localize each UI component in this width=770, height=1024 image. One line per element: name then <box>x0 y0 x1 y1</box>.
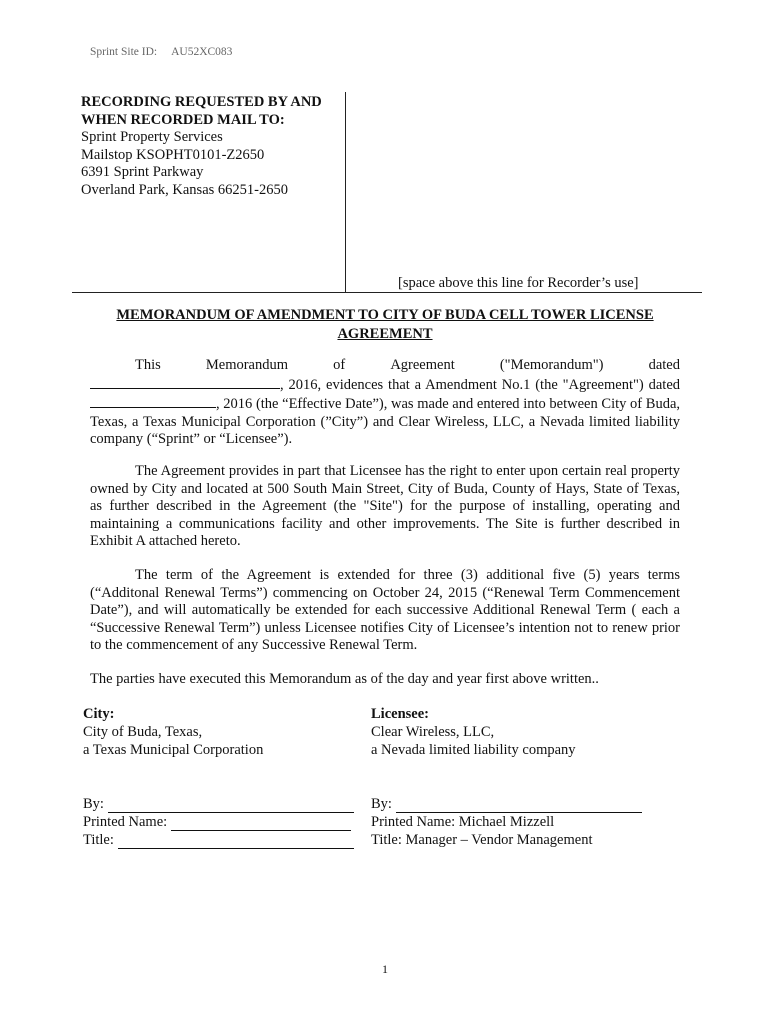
city-heading: City: <box>83 706 115 722</box>
p1-first-line <box>90 357 680 375</box>
recording-block <box>81 94 343 199</box>
city-title-row <box>83 831 363 849</box>
p1-word: Memorandum <box>205 357 289 373</box>
sprint-site-id <box>90 46 232 58</box>
p1-word: This <box>135 357 161 373</box>
city-line2: a Texas Municipal Corporation <box>83 742 264 758</box>
p3-text: The term of the Agreement is extended for three (3) additional five (5) years terms (“Additonal Renewal Terms”) commencing on October 24, 2015 (“Renewal Term Commencement Date”), and will automatically be extended for each successive Additional Renewal Term ( each a “Successive Renewal Term”) unless Licensee notifies City of Licensee’s intention not to renew prior to the commencement of any Successive Renewal Term. <box>90 567 680 653</box>
city-party-block <box>83 705 353 759</box>
paragraph-term <box>90 567 680 655</box>
licensee-signature-block <box>371 795 691 849</box>
recording-heading-line1: RECORDING REQUESTED BY AND <box>81 94 322 110</box>
p2-text: The Agreement provides in part that Licensee has the right to enter upon certain real property owned by City and located at 500 South Main Street, City of Buda, County of Hays, State of Texas, as further described in the Agreement (the "Site") for the purpose of installing, operating and maintaining a communications facility and other improvements. The Site is further described in Exhibit A attached hereto. <box>90 463 680 549</box>
recorder-horizontal-divider <box>72 292 702 293</box>
p1-word: dated <box>648 357 680 373</box>
title-line2: AGREEMENT <box>337 326 433 342</box>
city-signature-block <box>83 795 363 849</box>
date-blank-1 <box>90 375 280 389</box>
city-by-label: By: <box>83 796 104 812</box>
licensee-by-row <box>371 795 691 813</box>
city-by-row <box>83 795 363 813</box>
licensee-line2: a Nevada limited liability company <box>371 742 576 758</box>
licensee-line1: Clear Wireless, LLC, <box>371 724 495 740</box>
address-line1: Sprint Property Services <box>81 129 223 145</box>
p4-text: The parties have executed this Memorandum as of the day and year first above written.. <box>90 671 599 687</box>
page-number: 1 <box>382 962 388 976</box>
city-by-blank[interactable] <box>108 798 354 813</box>
p1-word: ("Memorandum") <box>499 357 604 373</box>
licensee-party-block <box>371 705 701 759</box>
city-printed-name-row <box>83 813 363 831</box>
title-line1: MEMORANDUM OF AMENDMENT TO CITY OF BUDA CELL TOWER LICENSE <box>116 307 654 323</box>
document-title <box>90 306 680 344</box>
date-blank-2 <box>90 394 216 408</box>
paragraph-memorandum <box>90 357 680 449</box>
city-title-label: Title: <box>83 832 114 848</box>
paragraph-executed <box>90 671 680 689</box>
licensee-heading: Licensee: <box>371 706 429 722</box>
p1-mid-text: , 2016, evidences that a Amendment No.1 (the "Agreement") dated <box>280 376 680 393</box>
licensee-by-label: By: <box>371 796 392 812</box>
recorder-note: [space above this line for Recorder’s use] <box>398 275 639 291</box>
city-printed-name-blank[interactable] <box>171 816 351 831</box>
p1-word: of <box>333 357 346 373</box>
recorder-vertical-divider <box>345 92 346 292</box>
address-line4: Overland Park, Kansas 66251-2650 <box>81 181 288 198</box>
licensee-by-blank[interactable] <box>396 798 642 813</box>
city-title-blank[interactable] <box>118 834 354 849</box>
address-line2: Mailstop KSOPHT0101-Z2650 <box>81 146 265 163</box>
p1-end-text: , 2016 (the “Effective Date”), was made and entered into between City of Buda, Texas, a Texas Municipal Corporation (”City”) and Clear Wireless, LLC, a Nevada limited liability company (“Sprint” or “Licensee”). <box>90 396 680 447</box>
licensee-printed-name: Printed Name: Michael Mizzell <box>371 814 555 830</box>
address-line3: 6391 Sprint Parkway <box>81 164 204 180</box>
city-printed-name-label: Printed Name: <box>83 814 168 830</box>
licensee-title: Title: Manager – Vendor Management <box>371 832 593 848</box>
site-id-value: AU52XC083 <box>171 46 233 58</box>
site-id-label: Sprint Site ID: <box>90 46 158 58</box>
paragraph-agreement <box>90 463 680 551</box>
recording-heading-line2: WHEN RECORDED MAIL TO: <box>81 111 285 128</box>
city-line1: City of Buda, Texas, <box>83 724 203 740</box>
p1-word: Agreement <box>390 357 455 373</box>
